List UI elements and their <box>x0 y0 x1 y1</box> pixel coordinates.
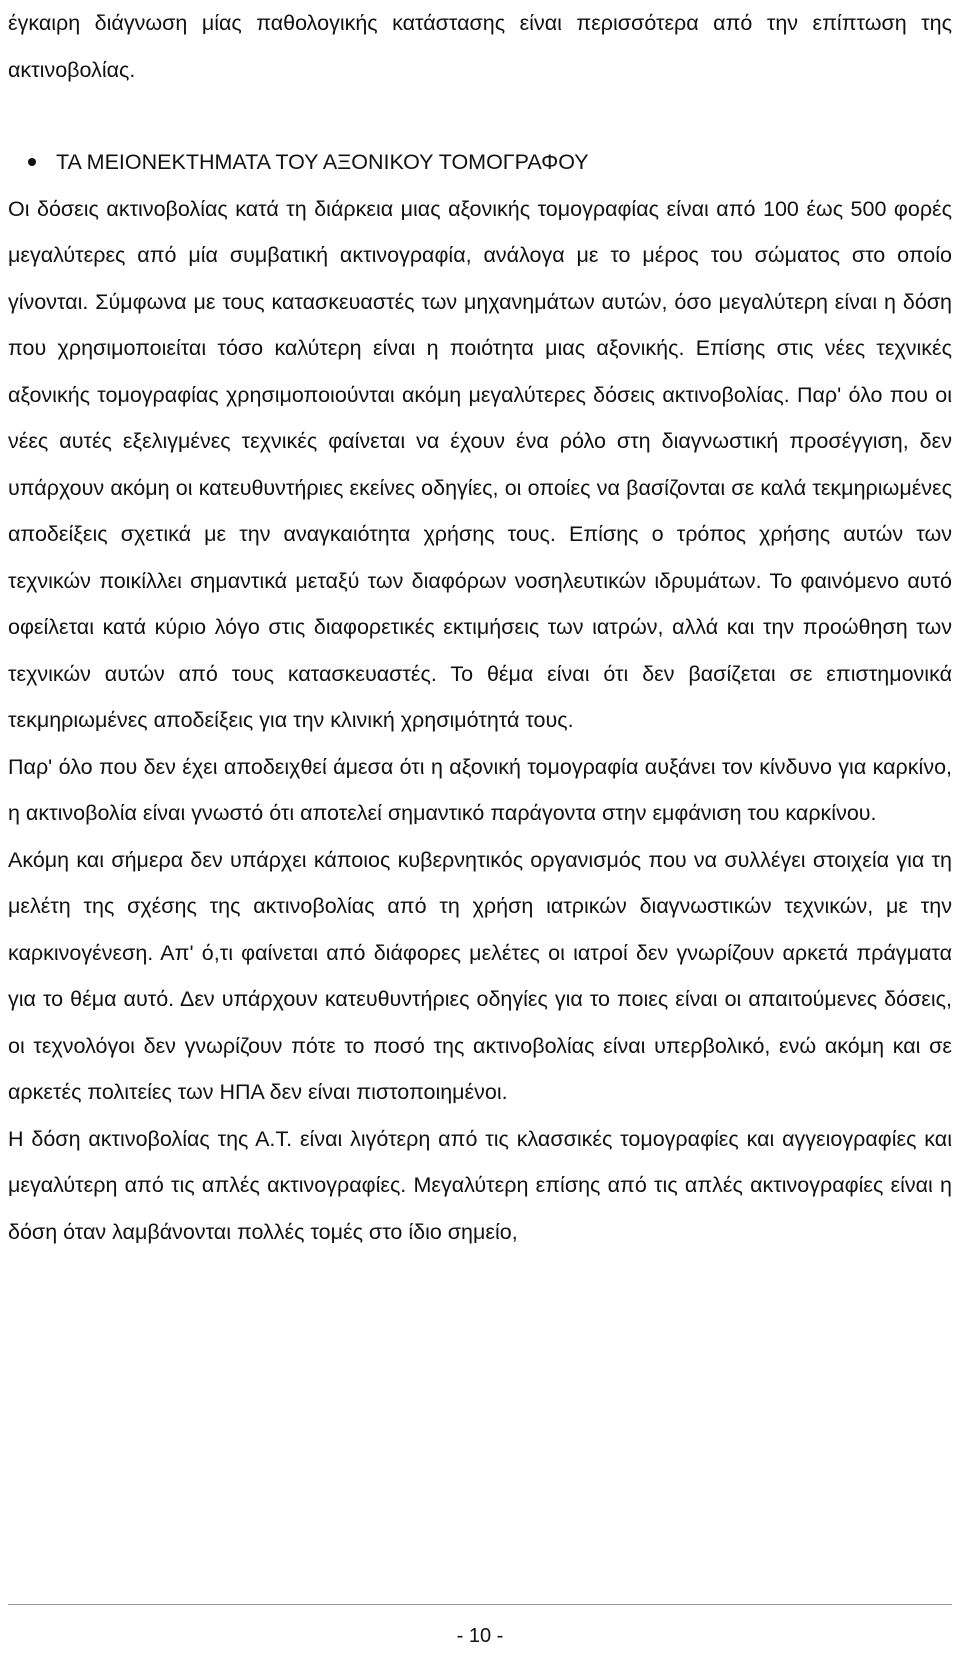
document-page <box>8 0 952 1665</box>
body-paragraph-4: Η δόση ακτινοβολίας της Α.Τ. είναι λιγότερη από τις κλασσικές τομογραφίες και αγγειογραφίες και μεγαλύτερη από τις απλές ακτινογραφίες. Μεγαλύτερη επίσης από τις απλές ακτινογραφίες είναι η δόση όταν λαμβάνονται πολλές τομές στο ίδιο σημείο, <box>8 1126 952 1244</box>
body-paragraph-3: Ακόμη και σήμερα δεν υπάρχει κάποιος κυβερνητικός οργανισμός που να συλλέγει στοιχεία για τη μελέτη της σχέσης της ακτινοβολίας από τη χρήση ιατρικών διαγνωστικών τεχνικών, με την καρκινογένεση. Απ' ό,τι φαίνεται από διάφορες μελέτες οι ιατροί δεν γνωρίζουν αρκετά πράγματα για το θέμα αυτό. Δεν υπάρχουν κατευθυντήριες οδηγίες για το ποιες είναι οι απαιτούμενες δόσεις, οι τεχνολόγοι δεν γνωρίζουν πότε το ποσό της ακτινοβολίας είναι υπερβολικό, ενώ ακόμη και σε αρκετές πολιτείες των ΗΠΑ δεν είναι πιστοποιημένοι. <box>8 847 952 1104</box>
intro-paragraph: έγκαιρη διάγνωση μίας παθολογικής κατάστασης είναι περισσότερα από την επίπτωση της ακτινοβολίας. <box>8 11 952 82</box>
bullet-icon <box>28 158 36 166</box>
body-paragraph-2: Παρ' όλο που δεν έχει αποδειχθεί άμεσα ότι η αξονική τομογραφία αυξάνει τον κίνδυνο για καρκίνο, η ακτινοβολία είναι γνωστό ότι αποτελεί σημαντικό παράγοντα στην εμφάνιση του καρκίνου. <box>8 754 952 825</box>
section-heading-text: ΤΑ ΜΕΙΟΝΕΚΤΗΜΑΤΑ ΤΟΥ ΑΞΟΝΙΚΟΥ ΤΟΜΟΓΡΑΦΟΥ <box>56 150 589 174</box>
footer-divider <box>8 1604 952 1605</box>
page-number: - 10 - <box>456 1625 504 1647</box>
body-paragraph-1: Οι δόσεις ακτινοβολίας κατά τη διάρκεια μιας αξονικής τομογραφίας είναι από 100 έως 500 φορές μεγαλύτερες από μία συμβατική ακτινογραφία, ανάλογα με το μέρος του σώματος στο οποίο γίνονται. Σύμφωνα με τους κατασκευαστές των μηχανημάτων αυτών, όσο μεγαλύτερη είναι η δόση που χρησιμοποιείται τόσο καλύτερη είναι η ποιότητα μιας αξονικής. Επίσης στις νέες τεχνικές αξονικής τομογραφίας χρησιμοποιούνται ακόμη μεγαλύτερες δόσεις ακτινοβολίας. Παρ' όλο που οι νέες αυτές εξελιγμένες τεχνικές φαίνεται να έχουν ένα ρόλο στη διαγνωστική προσέγγιση, δεν υπάρχουν ακόμη οι κατευθυντήριες εκείνες οδηγίες, οι οποίες να βασίζονται σε καλά τεκμηριωμένες αποδείξεις σχετικά με την αναγκαιότητα χρήσης τους. Επίσης ο τρόπος χρήσης αυτών των τεχνικών ποικίλλει σημαντικά μεταξύ των διαφόρων νοσηλευτικών ιδρυμάτων. Το φαινόμενο αυτό οφείλεται κατά κύριο λόγο στις διαφορετικές εκτιμήσεις των ιατρών, αλλά και την προώθηση των τεχνικών αυτών από τους κατασκευαστές. Το θέμα είναι ότι δεν βασίζεται σε επιστημονικά τεκμηριωμένες αποδείξεις για την κλινική χρησιμότητά τους. <box>8 196 952 732</box>
section-heading <box>8 139 952 186</box>
